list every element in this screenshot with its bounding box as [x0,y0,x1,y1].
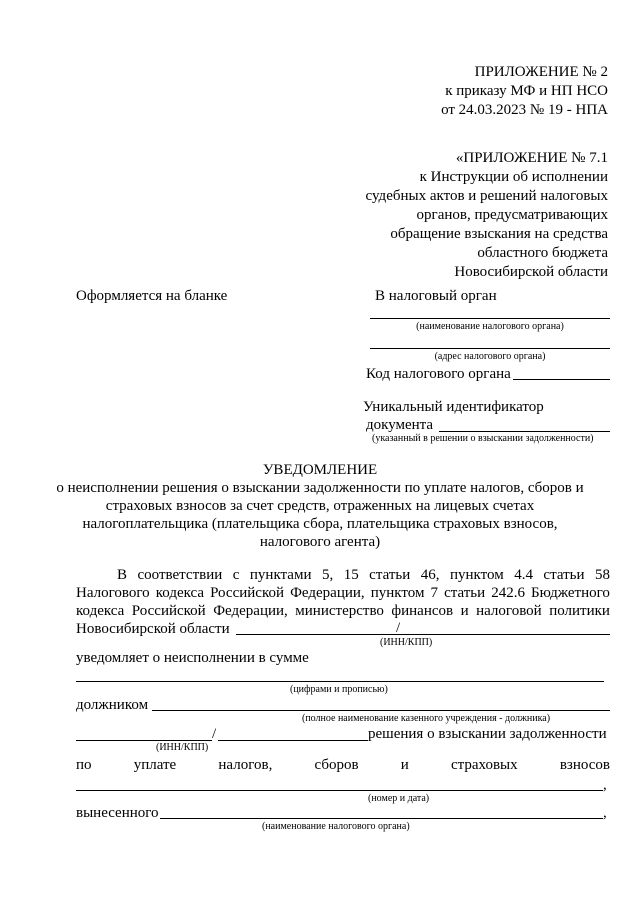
word: соответствии [137,567,223,583]
word: Федерации, [213,603,288,619]
issued-line [160,818,603,819]
amount-hint: (цифрами и прописью) [290,684,388,695]
inn-kpp-hint: (ИНН/КПП) [380,637,433,648]
word: Бюджетного [531,585,610,601]
number-date-comma: , [603,777,607,793]
body-line-1 [117,566,610,585]
word: кодекса [76,603,125,619]
word: министерство [295,603,384,619]
uid-hint: (указанный в решении о взыскании задолженности) [372,433,594,444]
uid-label-1: Уникальный идентификатор [363,399,544,415]
document-heading: УВЕДОМЛЕНИЕ [262,462,378,478]
issued-hint: (наименование налогового органа) [262,821,410,832]
title-line-1: о неисполнении решения о взыскании задолженности по уплате налогов, сборов и [56,480,584,496]
address-line [370,348,610,349]
debtor-label: должником [76,697,149,713]
word: и [460,603,469,619]
org-name-hint: (наименование налогового органа) [416,321,564,332]
word: политики [549,603,610,619]
appendix-71-line1: «ПРИЛОЖЕНИЕ № 7.1 [455,150,608,166]
debtor-line [152,710,610,711]
body-line-3 [76,602,610,621]
appendix-71-line2: к Инструкции об исполнении [419,169,608,185]
word: страховых [450,757,518,773]
debtor-inn-line [76,740,212,741]
word: кодекса [155,585,205,601]
issued-label: вынесенного [76,805,159,821]
word: Федерации, [290,585,365,601]
word: Российской [210,585,285,601]
word: по [76,757,92,773]
number-date-line [76,790,603,791]
issued-comma: , [603,805,607,821]
word: Российской [131,603,206,619]
uid-label-2: документа [366,417,434,433]
word: с [232,567,240,583]
word: 5, [321,567,334,583]
word: статьи [543,567,585,583]
debtor-inn-slash: / [212,726,217,742]
appendix-2-line2: к приказу МФ и НП НСО [445,83,608,99]
appendix-71-line3: судебных актов и решений налоговых [365,188,608,204]
word: 4.4 [514,567,533,583]
word: и [400,757,409,773]
word: сборов [314,757,359,773]
word: 7 [430,585,439,601]
address-hint: (адрес налогового органа) [434,351,546,362]
title-line-4: налогового агента) [259,534,381,550]
appendix-71-line5: обращение взыскания на средства [390,226,608,242]
debtor-inn-hint: (ИНН/КПП) [156,742,209,753]
word: налоговой [476,603,542,619]
blank-note: Оформляется на бланке [76,288,228,304]
word: пунктом [449,567,504,583]
uid-line [439,431,610,432]
appendix-71-line6: областного бюджета [477,245,608,261]
org-name-line [370,318,610,319]
number-date-hint: (номер и дата) [368,793,430,804]
word: статьи [444,585,486,601]
word: статьи [369,567,411,583]
word: уплате [133,757,177,773]
word: 242.6 [491,585,525,601]
word: В [117,567,128,583]
word: пунктами [249,567,312,583]
appendix-71-line7: Новосибирской области [454,264,608,280]
word: финансов [391,603,454,619]
appendix-71-line4: органов, предусматривающих [416,207,608,223]
title-line-3: налогоплательщика (плательщика сбора, плательщика страховых взносов, [82,516,558,532]
word: 15 [343,567,359,583]
notifies-text: уведомляет о неисполнении в сумме [76,650,309,666]
word: взносов [559,757,610,773]
body-line-4-region: Новосибирской области [76,621,230,637]
inn-kpp-line [236,634,610,635]
amount-line [76,681,604,682]
org-code-line [513,379,610,380]
addressee-to: В налоговый орган [375,288,497,304]
word: Налогового [76,585,150,601]
word: пунктом [370,585,425,601]
org-code-label: Код налогового органа [366,366,511,382]
word: 46, [420,567,440,583]
body-line-2 [76,584,610,603]
word: налогов, [218,757,273,773]
inn-kpp-slash: / [396,620,401,636]
debtor-hint: (полное наименование казенного учреждения - должника) [302,713,551,724]
appendix-2-line3: от 24.03.2023 № 19 - НПА [441,102,608,118]
title-line-2: страховых взносов за счет средств, отраженных на лицевых счетах [105,498,535,514]
word: 58 [595,567,610,583]
appendix-2-line1: ПРИЛОЖЕНИЕ № 2 [474,64,608,80]
debtor-kpp-line [218,740,368,741]
body-line-taxes [76,756,610,775]
decision-text: решения о взыскании задолженности [368,726,607,742]
